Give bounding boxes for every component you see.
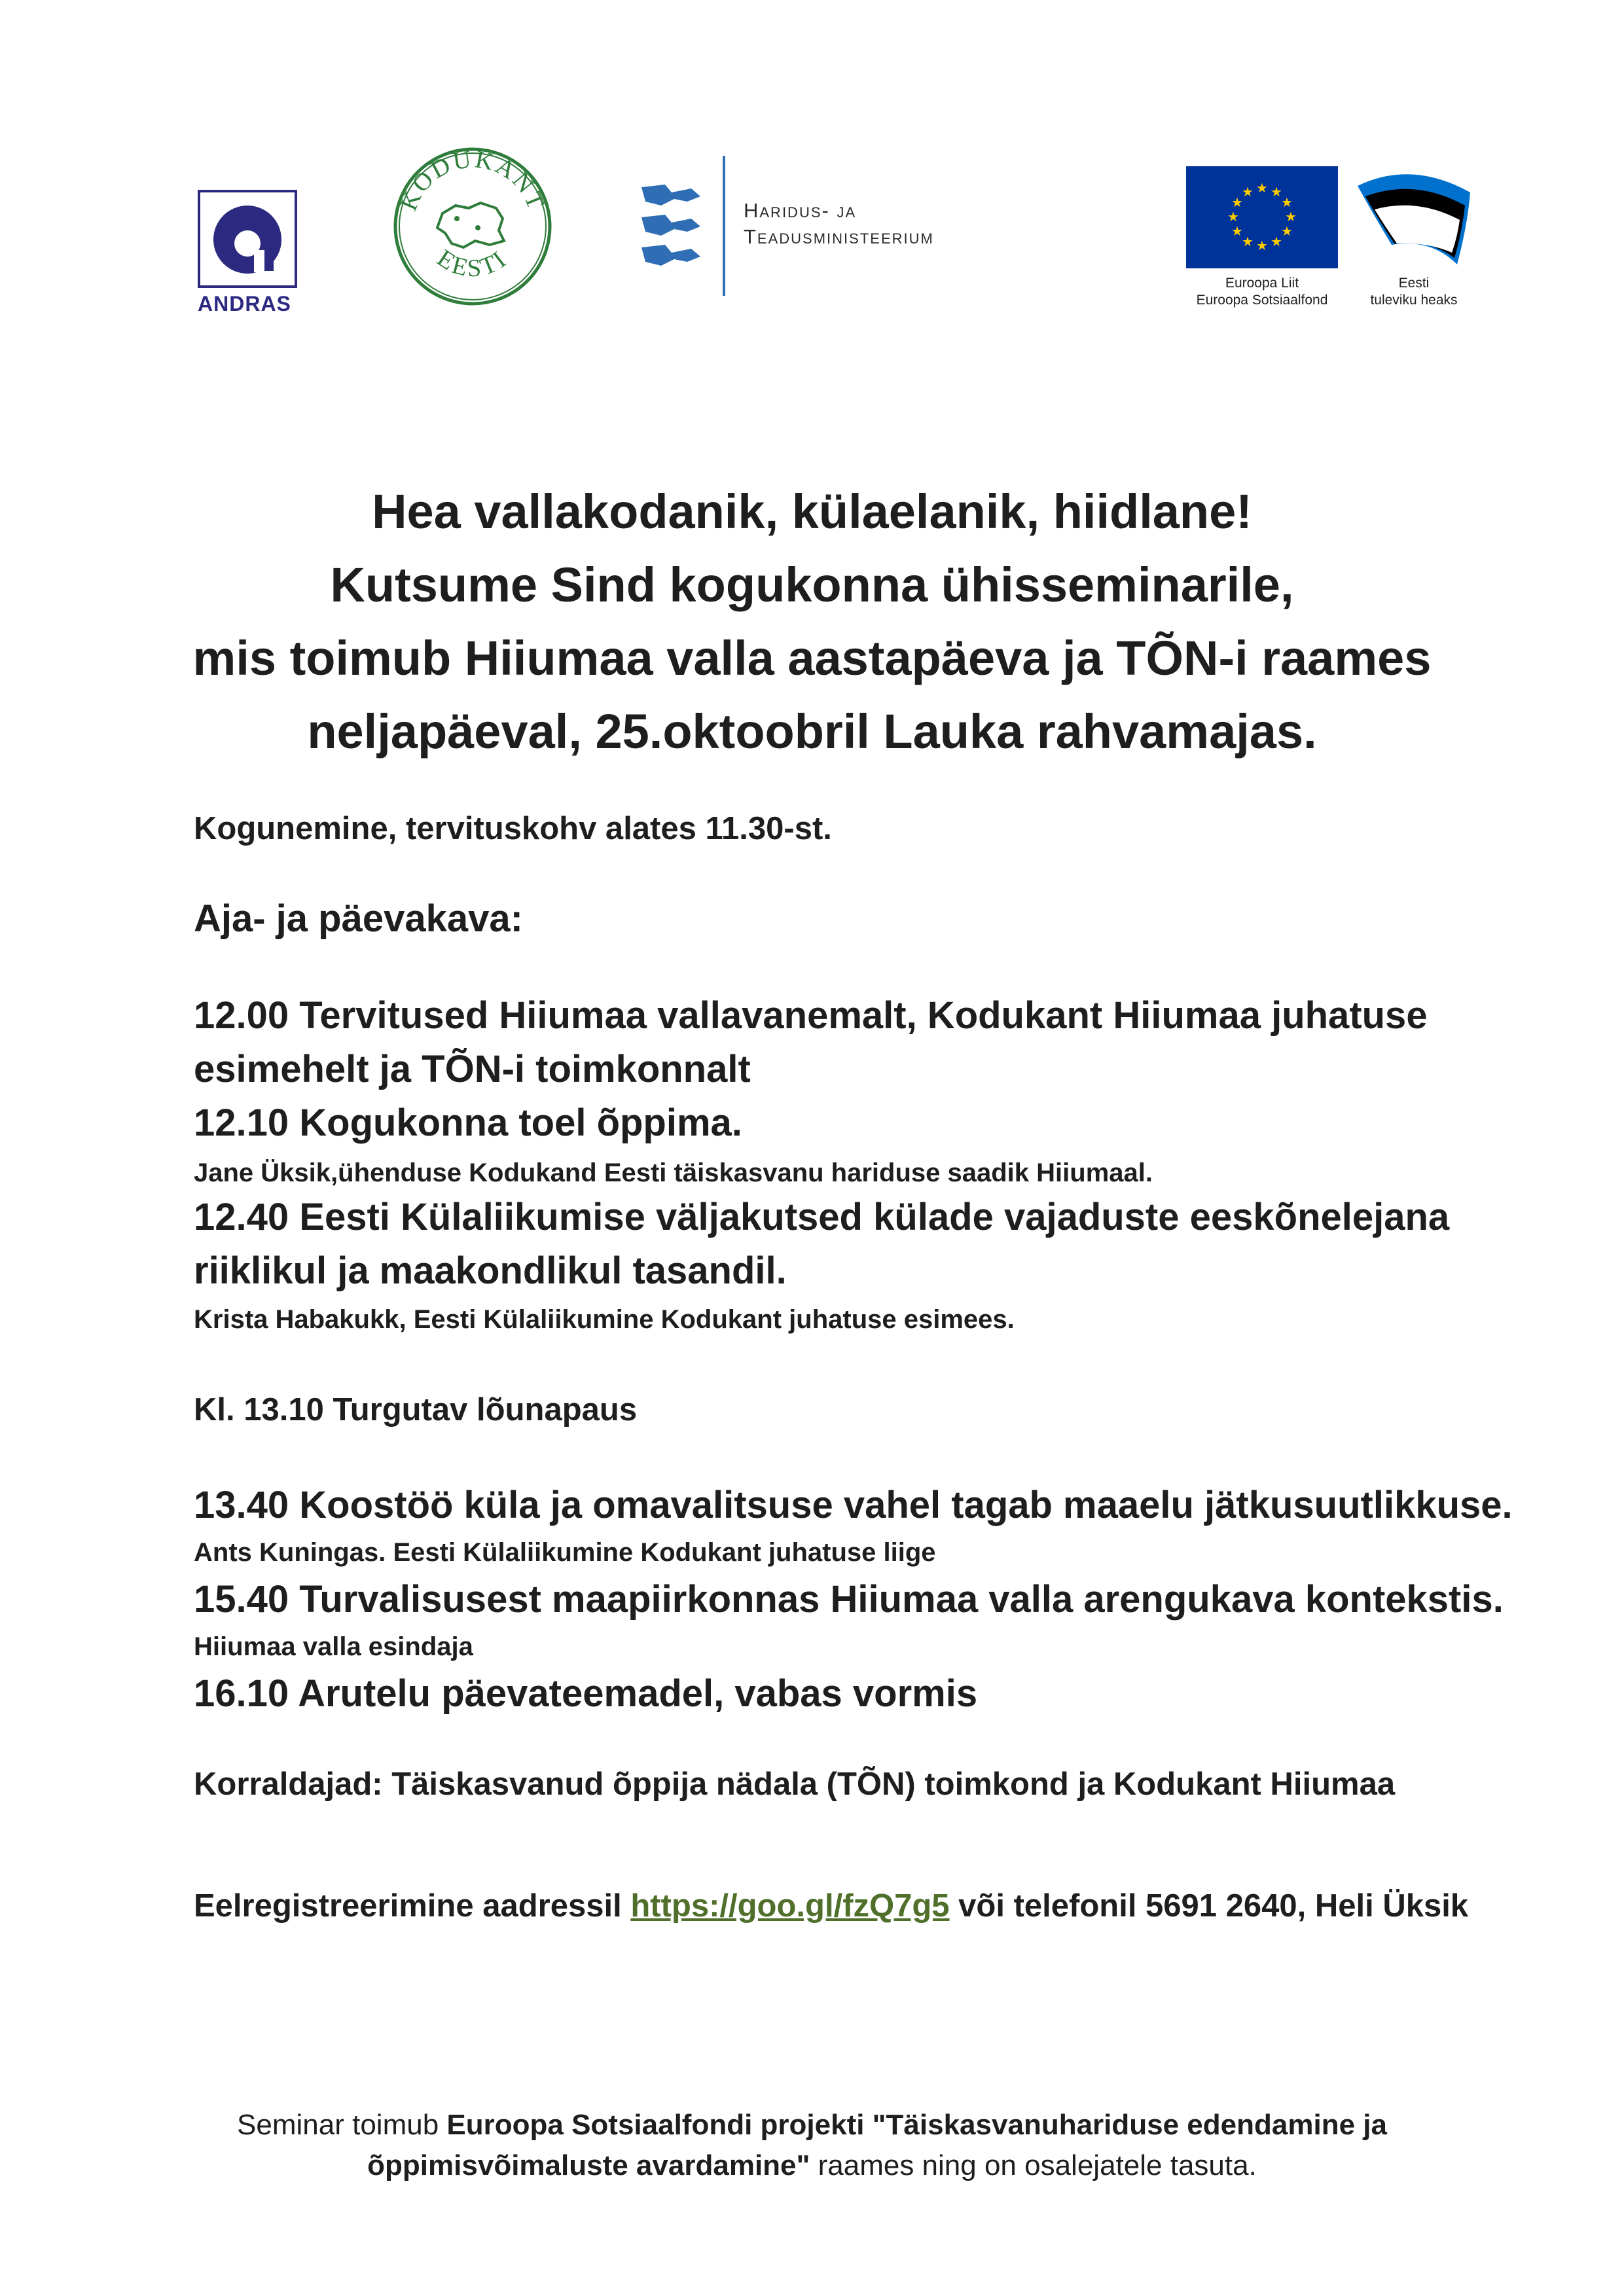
ministry-name — [744, 198, 992, 250]
ministry-name-line2: Teadusministeerium — [744, 225, 934, 248]
agenda-item-1240-speaker: Krista Habakukk, Eesti Külaliikumine Kodukant juhatuse esimees. — [194, 1305, 1015, 1334]
headline-line4: neljapäeval, 25.oktoobril Lauka rahvamajas. — [307, 704, 1317, 759]
svg-text:★: ★ — [1281, 223, 1293, 239]
footer-project-name-part2: õppimisvõimaluste avardamine" — [367, 2149, 810, 2181]
ministry-logo — [635, 156, 988, 300]
headline-line2: Kutsume Sind kogukonna ühisseminarile, — [330, 558, 1294, 612]
andras-logo-frame — [198, 190, 297, 288]
funding-footer — [131, 2105, 1493, 2186]
registration-line — [194, 1888, 1468, 1924]
svg-text:★: ★ — [1231, 194, 1243, 210]
gathering-note: Kogunemine, tervituskohv alates 11.30-st. — [194, 811, 832, 846]
svg-text:★: ★ — [1271, 184, 1282, 200]
footer-part1: Seminar toimub — [237, 2109, 447, 2141]
agenda-title: Aja- ja päevakava: — [194, 897, 523, 940]
svg-text:★: ★ — [1227, 209, 1239, 224]
kodukant-top-text: KODUKANT — [395, 145, 550, 215]
eesti-caption-line2: tuleviku heaks — [1370, 293, 1458, 308]
footer-line2 — [131, 2145, 1493, 2186]
lunch-break: Kl. 13.10 Turgutav lõunapaus — [194, 1392, 638, 1427]
svg-text:★: ★ — [1271, 234, 1282, 249]
agenda-item-1340-speaker: Ants Kuningas. Eesti Külaliikumine Kodukant juhatuse liige — [194, 1538, 936, 1567]
registration-link[interactable]: https://goo.gl/fzQ7g5 — [630, 1888, 950, 1924]
andras-a-icon — [200, 192, 295, 285]
agenda-item-1340: 13.40 Koostöö küla ja omavalitsuse vahel tagab maaelu jätkusuutlikkuse. — [194, 1484, 1513, 1526]
agenda-item-1240-line2: riiklikul ja maakondlikul tasandil. — [194, 1249, 787, 1292]
eu-social-fund-logo — [1186, 166, 1341, 317]
footer-project-name-part1: Euroopa Sotsiaalfondi projekti "Täiskasvanuhariduse edendamine ja — [446, 2109, 1387, 2141]
svg-text:★: ★ — [1231, 223, 1243, 239]
agenda-item-1540: 15.40 Turvalisusest maapiirkonnas Hiiumaa valla arengukava kontekstis. — [194, 1578, 1504, 1621]
eu-caption-line1: Euroopa Liit — [1225, 276, 1299, 291]
svg-text:★: ★ — [1242, 234, 1254, 249]
eu-caption — [1173, 275, 1351, 309]
agenda-item-1200-line1: 12.00 Tervitused Hiiumaa vallavanemalt, Kodukant Hiiumaa juhatuse — [194, 994, 1428, 1037]
agenda-item-1240-line1: 12.40 Eesti Külaliikumise väljakutsed külade vajaduste eeskõnelejana — [194, 1196, 1450, 1238]
svg-text:★: ★ — [1256, 238, 1268, 253]
eu-flag-icon — [1186, 166, 1338, 268]
registration-suffix: või telefonil 5691 2640, Heli Üksik — [949, 1888, 1469, 1924]
ministry-divider — [723, 156, 725, 296]
headline-line1: Hea vallakodanik, külaelanik, hiidlane! — [372, 484, 1252, 539]
eesti-caption-line1: Eesti — [1398, 276, 1430, 291]
eesti-caption — [1348, 275, 1479, 309]
estonian-coat-of-arms-icon — [635, 179, 708, 275]
svg-text:★: ★ — [1281, 194, 1293, 210]
kodukant-seal-icon — [391, 145, 554, 308]
invitation-headline — [131, 475, 1493, 768]
agenda-item-1210-speaker: Jane Üksik,ühenduse Kodukand Eesti täiskasvanu hariduse saadik Hiiumaal. — [194, 1158, 1153, 1187]
organizers: Korraldajad: Täiskasvanud õppija nädala (TÕN) toimkond ja Kodukant Hiiumaa — [194, 1767, 1396, 1802]
footer-line1 — [131, 2105, 1493, 2145]
svg-text:★: ★ — [1256, 180, 1268, 196]
kodukant-bottom-text: EESTI — [432, 244, 513, 283]
andras-logo — [198, 190, 302, 314]
agenda-item-1200-line2: esimehelt ja TÕN-i toimkonnalt — [194, 1048, 751, 1090]
kodukant-eesti-logo — [391, 145, 554, 308]
registration-prefix: Eelregistreerimine aadressil — [194, 1888, 631, 1924]
svg-text:★: ★ — [1285, 209, 1297, 224]
agenda-item-1610: 16.10 Arutelu päevateemadel, vabas vormis — [194, 1672, 978, 1715]
eu-caption-line2: Euroopa Sotsiaalfond — [1196, 293, 1328, 308]
agenda-item-1540-speaker: Hiiumaa valla esindaja — [194, 1632, 473, 1661]
headline-line3: mis toimub Hiiumaa valla aastapäeva ja TÕN-i raames — [192, 631, 1432, 685]
andras-logo-text: ANDRAS — [198, 292, 291, 315]
ministry-name-line1: Haridus- ja — [744, 199, 857, 222]
eesti-tuleviku-heaks-logo — [1348, 166, 1479, 317]
footer-part2: raames ning on osalejatele tasuta. — [810, 2149, 1257, 2181]
eesti-flag-swoosh-icon — [1352, 166, 1474, 278]
svg-text:★: ★ — [1242, 184, 1254, 200]
agenda-item-1210: 12.10 Kogukonna toel õppima. — [194, 1102, 742, 1144]
